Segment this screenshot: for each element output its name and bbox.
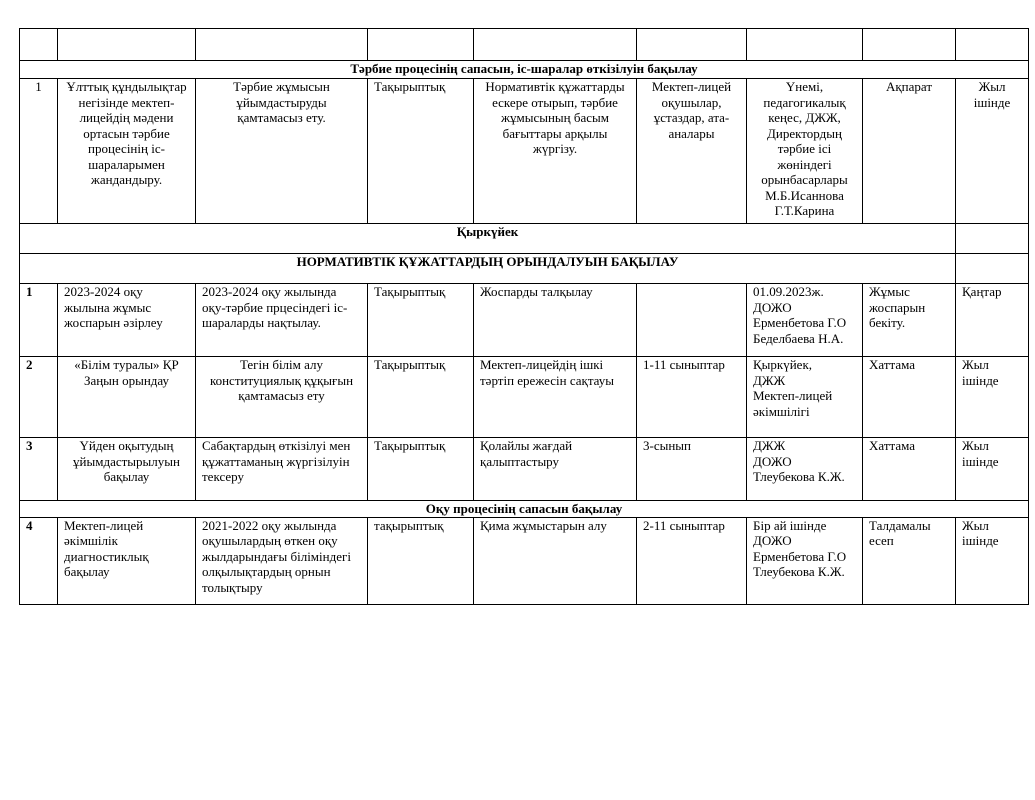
control-task: 2021-2022 оқу жылында оқушылардың өткен оқу жылдарындағы біліміндегі олқылықтардың орнын толықтыру xyxy=(196,517,368,604)
control-task: Тәрбие жұмысын ұйымдастыруды қамтамасыз ету. xyxy=(196,79,368,224)
empty-header-row xyxy=(20,29,1029,61)
control-goal: «Білім туралы» ҚР Заңын орындау xyxy=(58,357,196,438)
header-cell xyxy=(863,29,956,61)
responsible-line: Ерменбетова Г.О xyxy=(753,315,847,330)
responsible: Үнемі, педагогикалық кеңес, ДЖЖ, Директордың тәрбие ісі жөніндегі орынбасарлары М.Б.Исаннова Г.Т.Карина xyxy=(747,79,863,224)
deadline: Жыл ішінде xyxy=(956,438,1029,501)
control-task: Сабақтардың өткізілуі мен құжаттаманың жүргізілуін тексеру xyxy=(196,438,368,501)
empty-cell xyxy=(956,224,1029,254)
responsible xyxy=(747,357,863,438)
result-form: Хаттама xyxy=(863,357,956,438)
section-title: НОРМАТИВТІК ҚҰЖАТТАРДЫҢ ОРЫНДАЛУЫН БАҚЫЛАУ xyxy=(20,254,956,284)
control-content: Нормативтік құжаттарды ескере отырып, тәрбие жұмысының басым бағыттары арқылы жүргізу. xyxy=(474,79,637,224)
row-number: 1 xyxy=(20,284,58,357)
header-cell xyxy=(956,29,1029,61)
responsible-line: Қыркүйек, xyxy=(753,357,813,372)
deadline: Қаңтар xyxy=(956,284,1029,357)
responsible-line: ДЖЖ xyxy=(753,372,786,388)
control-type: тақырыптық xyxy=(368,517,474,604)
table-row xyxy=(20,79,1029,224)
responsible-line: әкімшілігі xyxy=(753,403,810,419)
control-task: 2023-2024 оқу жылында оқу-тәрбие прцесіндегі іс-шараларды нақтылау. xyxy=(196,284,368,357)
responsible-line: Беделбаева Н.А. xyxy=(753,330,844,346)
control-object: Мектеп-лицей оқушылар, ұстаздар, ата-аналары xyxy=(637,79,747,224)
deadline: Жыл ішінде xyxy=(956,517,1029,604)
control-type: Тақырыптық xyxy=(368,357,474,438)
control-type: Тақырыптық xyxy=(368,284,474,357)
section-row-normative xyxy=(20,254,1029,284)
responsible xyxy=(747,517,863,604)
control-goal: Үйден оқытудың ұйымдастырылуын бақылау xyxy=(58,438,196,501)
header-cell xyxy=(474,29,637,61)
control-content: Жоспарды талқылау xyxy=(474,284,637,357)
responsible-line: ДОЖО xyxy=(753,299,792,315)
control-plan-table xyxy=(19,28,1029,605)
deadline: Жыл ішінде xyxy=(956,79,1029,224)
responsible-line: Мектеп-лицей xyxy=(753,388,833,403)
control-content: Қима жұмыстарын алу xyxy=(474,517,637,604)
control-content: Қолайлы жағдай қалыптастыру xyxy=(474,438,637,501)
table-row xyxy=(20,517,1029,604)
row-number: 2 xyxy=(20,357,58,438)
control-object xyxy=(637,284,747,357)
responsible-line: 01.09.2023ж. xyxy=(753,284,824,299)
table-row xyxy=(20,284,1029,357)
section-title: Тәрбие процесінің сапасын, іс-шаралар өткізілуін бақылау xyxy=(20,61,1029,79)
control-object: 1-11 сыныптар xyxy=(637,357,747,438)
responsible-line: ДОЖО xyxy=(753,453,792,469)
responsible xyxy=(747,438,863,501)
section-row-upbringing xyxy=(20,61,1029,79)
section-row-learning xyxy=(20,501,1029,518)
control-goal: Мектеп-лицей әкімшілік диагностиклық бақылау xyxy=(58,517,196,604)
header-cell xyxy=(196,29,368,61)
result-form: Ақпарат xyxy=(863,79,956,224)
row-number: 4 xyxy=(20,517,58,604)
header-cell xyxy=(637,29,747,61)
control-goal: Ұлттық құндылықтар негізінде мектеп-лицейдің мәдени ортасын тәрбие процесінің іс-шараларымен жандандыру. xyxy=(58,79,196,224)
section-row-month xyxy=(20,224,1029,254)
result-form: Жұмыс жоспарын бекіту. xyxy=(863,284,956,357)
month-title: Қыркүйек xyxy=(20,224,956,254)
row-number: 3 xyxy=(20,438,58,501)
header-cell xyxy=(747,29,863,61)
responsible-line: ДЖЖ xyxy=(753,438,786,453)
header-cell xyxy=(20,29,58,61)
section-title: Оқу процесінің сапасын бақылау xyxy=(20,501,1029,518)
result-form: Талдамалы есеп xyxy=(863,517,956,604)
responsible-line: Ерменбетова Г.О xyxy=(753,548,847,564)
responsible-line: ДОЖО xyxy=(753,533,792,548)
control-content: Мектеп-лицейдің ішкі тәртіп ережесін сақтауы xyxy=(474,357,637,438)
deadline: Жыл ішінде xyxy=(956,357,1029,438)
control-type: Тақырыптық xyxy=(368,79,474,224)
control-task: Тегін білім алу конституциялық құқығын қамтамасыз ету xyxy=(196,357,368,438)
responsible-line: Бір ай ішінде xyxy=(753,517,827,533)
responsible-line: Тлеубекова К.Ж. xyxy=(753,564,845,579)
control-type: Тақырыптық xyxy=(368,438,474,501)
control-goal: 2023-2024 оқу жылына жұмыс жоспарын әзірлеу xyxy=(58,284,196,357)
control-object: 3-сынып xyxy=(637,438,747,501)
header-cell xyxy=(58,29,196,61)
result-form: Хаттама xyxy=(863,438,956,501)
responsible xyxy=(747,284,863,357)
table-row xyxy=(20,438,1029,501)
header-cell xyxy=(368,29,474,61)
responsible-line: Тлеубекова К.Ж. xyxy=(753,469,845,484)
empty-cell xyxy=(956,254,1029,284)
table-row xyxy=(20,357,1029,438)
control-object: 2-11 сыныптар xyxy=(637,517,747,604)
row-number: 1 xyxy=(20,79,58,224)
